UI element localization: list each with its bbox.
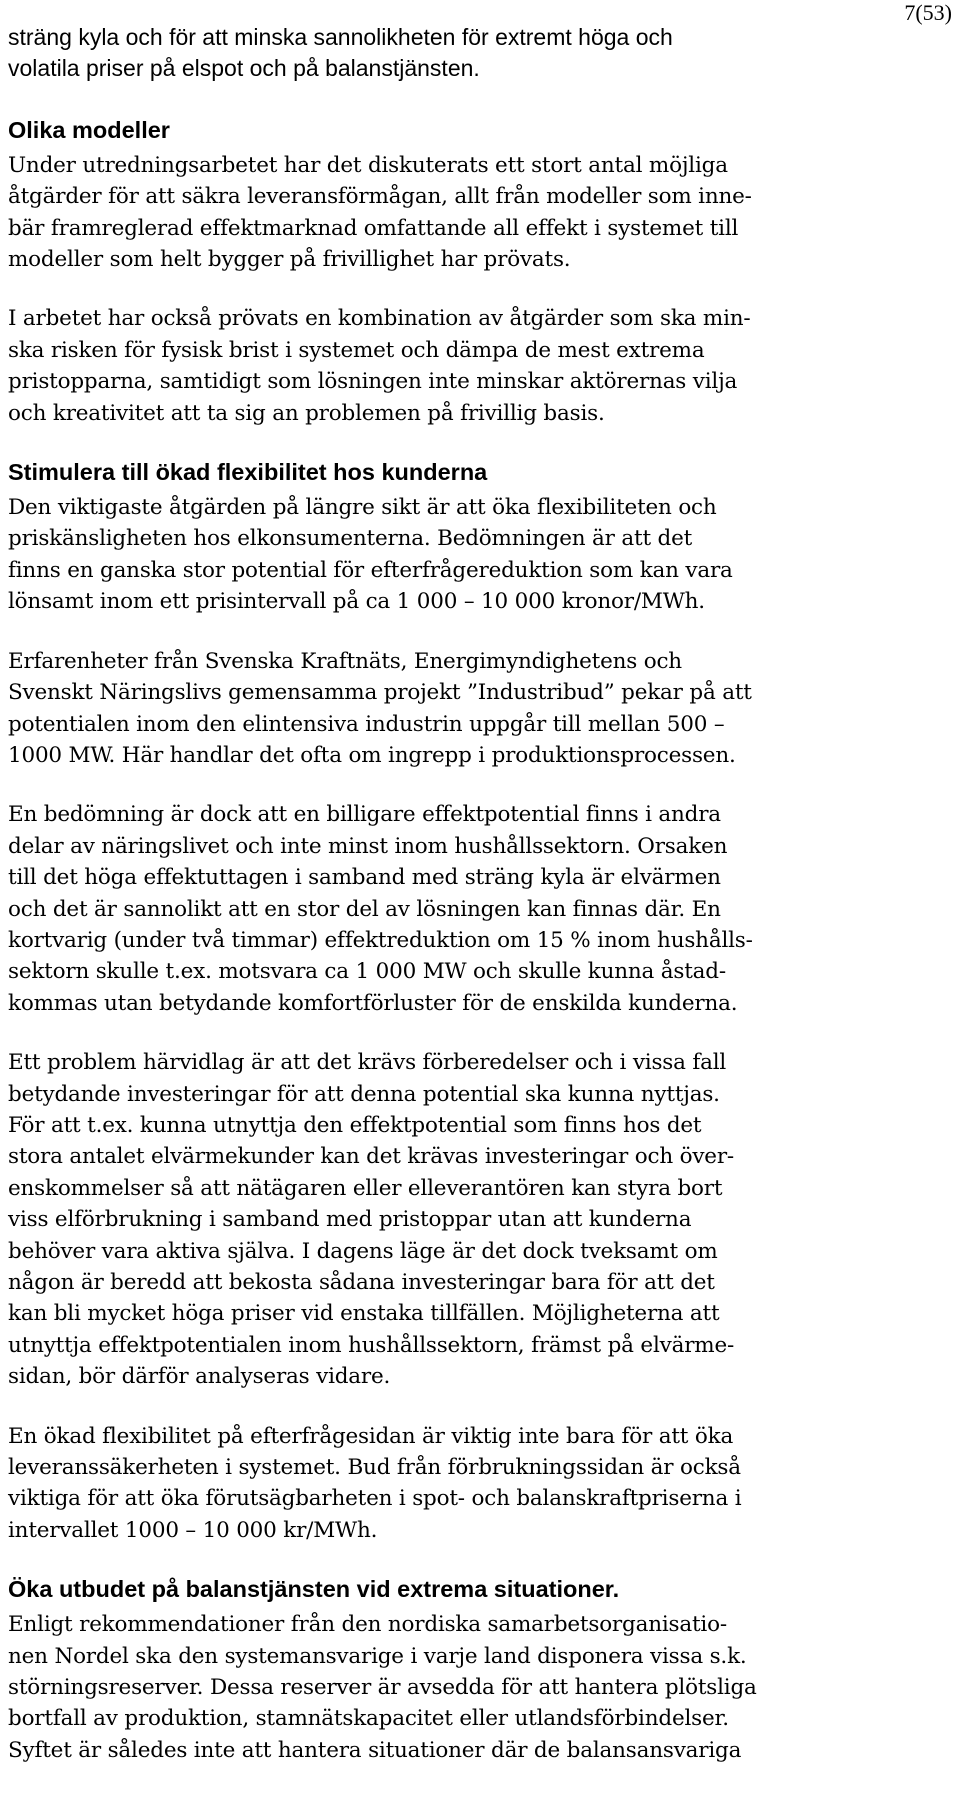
text-line: åtgärder för att säkra leveransförmågan, allt från modeller som inne- <box>8 184 752 210</box>
text-line: sträng kyla och för att minska sannolikheten för extremt höga och <box>8 24 673 50</box>
text-line: behöver vara aktiva själva. I dagens läge är det dock tveksamt om <box>8 1238 718 1264</box>
paragraph <box>8 1047 908 1392</box>
text-line: Syftet är således inte att hantera situationer där de balansansvariga <box>8 1737 742 1763</box>
text-line: Erfarenheter från Svenska Kraftnäts, Energimyndighetens och <box>8 648 682 674</box>
text-line: bär framreglerad effektmarknad omfattande all effekt i systemet till <box>8 215 739 241</box>
text-line: betydande investeringar för att denna potential ska kunna nyttjas. <box>8 1081 720 1107</box>
text-line: någon är beredd att bekosta sådana investeringar bara för att det <box>8 1270 715 1295</box>
paragraph <box>8 1421 908 1547</box>
document-page <box>8 0 952 1795</box>
text-line: viktiga för att öka förutsägbarheten i spot- och balanskraftpriserna i <box>8 1486 742 1512</box>
text-line: stora antalet elvärmekunder kan det krävas investeringar och över- <box>8 1144 734 1170</box>
text-line: ska risken för fysisk brist i systemet och dämpa de mest extrema <box>8 337 705 363</box>
text-line: Under utredningsarbetet har det diskuterats ett stort antal möjliga <box>8 152 728 178</box>
text-line: utnyttja effektpotentialen inom hushållssektorn, främst på elvärme- <box>8 1332 735 1358</box>
text-line: modeller som helt bygger på frivillighet har prövats. <box>8 247 571 273</box>
text-line: finns en ganska stor potential för efterfrågereduktion som kan vara <box>8 557 733 583</box>
section-heading-stimulera-flexibilitet: Stimulera till ökad flexibilitet hos kunderna <box>8 459 488 486</box>
text-line: Enligt rekommendationer från den nordiska samarbetsorganisatio- <box>8 1612 727 1638</box>
paragraph <box>8 646 908 772</box>
text-line: störningsreserver. Dessa reserver är avsedda för att hantera plötsliga <box>8 1675 757 1701</box>
text-line: bortfall av produktion, stamnätskapacitet eller utlandsförbindelser. <box>8 1706 729 1732</box>
text-line: till det höga effektuttagen i samband med sträng kyla är elvärmen <box>8 865 721 891</box>
paragraph <box>8 150 908 276</box>
text-line: Den viktigaste åtgärden på längre sikt är att öka flexibiliteten och <box>8 495 717 521</box>
page-number: 7(53) <box>904 0 952 25</box>
paragraph <box>8 799 908 1019</box>
text-line: sektorn skulle t.ex. motsvara ca 1 000 MW och skulle kunna åstad- <box>8 959 726 985</box>
text-line: Svenskt Näringslivs gemensamma projekt ”Industribud” pekar på att <box>8 680 752 706</box>
text-line: kan bli mycket höga priser vid enstaka tillfällen. Möjligheterna att <box>8 1301 720 1327</box>
document-body <box>8 22 908 1794</box>
text-line: För att t.ex. kunna utnyttja den effektpotential som finns hos det <box>8 1112 702 1138</box>
text-line: lönsamt inom ett prisintervall på ca 1 000 – 10 000 kronor/MWh. <box>8 589 705 615</box>
paragraph <box>8 492 908 618</box>
text-line: sidan, bör därför analyseras vidare. <box>8 1364 391 1390</box>
text-line: kommas utan betydande komfortförluster för de enskilda kunderna. <box>8 990 738 1016</box>
text-line: En bedömning är dock att en billigare effektpotential finns i andra <box>8 802 721 828</box>
text-line: volatila priser på elspot och på balanstjänsten. <box>8 55 480 82</box>
text-line: viss elförbrukning i samband med pristoppar utan att kunderna <box>8 1207 692 1233</box>
paragraph <box>8 303 908 429</box>
text-line: och det är sannolikt att en stor del av lösningen kan finnas där. En <box>8 896 721 922</box>
text-line: pristopparna, samtidigt som lösningen inte minskar aktörernas vilja <box>8 369 738 395</box>
text-line: delar av näringslivet och inte minst inom hushållssektorn. Orsaken <box>8 833 728 859</box>
section-heading-oka-utbudet: Öka utbudet på balanstjänsten vid extrema situationer. <box>8 1576 620 1603</box>
text-line: Ett problem härvidlag är att det krävs förberedelser och i vissa fall <box>8 1050 727 1076</box>
text-line: kortvarig (under två timmar) effektreduktion om 15 % inom hushålls- <box>8 927 753 953</box>
text-line: priskänsligheten hos elkonsumenterna. Bedömningen är att det <box>8 526 693 552</box>
text-line: potentialen inom den elintensiva industrin uppgår till mellan 500 – <box>8 711 725 737</box>
text-line: 1000 MW. Här handlar det ofta om ingrepp i produktionsprocessen. <box>8 742 736 768</box>
paragraph <box>8 1609 908 1766</box>
section-heading-olika-modeller: Olika modeller <box>8 116 170 143</box>
text-line: intervallet 1000 – 10 000 kr/MWh. <box>8 1517 378 1543</box>
text-line: leveranssäkerheten i systemet. Bud från förbrukningssidan är också <box>8 1455 741 1481</box>
intro-paragraph <box>8 22 908 85</box>
text-line: En ökad flexibilitet på efterfrågesidan är viktig inte bara för att öka <box>8 1423 734 1449</box>
text-line: I arbetet har också prövats en kombination av åtgärder som ska min- <box>8 306 751 332</box>
text-line: enskommelser så att nätägaren eller elleverantören kan styra bort <box>8 1175 723 1201</box>
text-line: och kreativitet att ta sig an problemen på frivillig basis. <box>8 400 605 426</box>
text-line: nen Nordel ska den systemansvarige i varje land disponera vissa s.k. <box>8 1643 747 1669</box>
